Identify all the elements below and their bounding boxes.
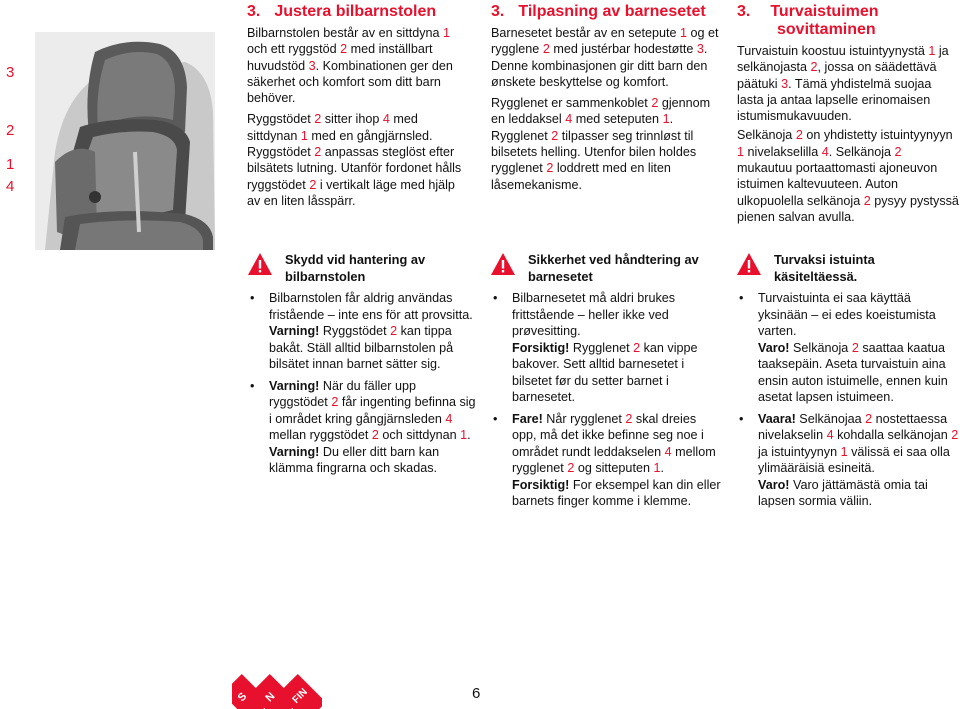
list-item: • Fare! Når rygglenet 2 skal dreies opp, må det ikke befinne seg noe i området rundt leddakselen 4 mellom rygglenet 2 og sitteputen 1. Forsiktig! For eksempel kan din eller barnets finger komme i klemme. [493,411,721,508]
sv-paragraph-2: Ryggstödet 2 sitter ihop 4 med sittdynan 1 med en gångjärnsled. Ryggstödet 2 anpassas steglöst efter bilsätets lutning. Utanför fordonet hålls ryggstödet 2 i vertikalt läge med hjälp av en liten låsspärr. [247,112,462,208]
warning-fi [736,252,960,513]
fi-paragraph-2: Selkänoja 2 on yhdistetty istuintyynyyn 1 nivelakselilla 4. Selkänoja 2 mukautuu portaattomasti ajoneuvon istuimen kaltevuuteen. Auton ulkopuolella selkänoja 2 pysyy pystyssä pienen salvan avulla. [737,128,959,224]
no-paragraph-2: Rygglenet er sammenkoblet 2 gjennom en leddaksel 4 med seteputen 1. Rygglenet 2 tilpasser seg trinnløst til bilsetets helling. Utenfor bilen holdes rygglenet 2 loddrett med en liten låsemekanisme. [491,96,711,192]
svg-text:N: N [263,690,278,705]
svg-text:FIN: FIN [290,686,310,706]
warning-no [490,252,722,513]
section-swedish [247,3,462,212]
warning-triangle-icon [247,252,273,276]
warning-title-sv: Skydd vid hantering av bilbarnstolen [285,252,426,284]
list-item: • Vaara! Selkänojaa 2 nostettaessa nivelakselin 4 kohdalla selkänojan 2 ja istuintyynyn 1 välissä ei saa olla ylimääräisiä esineitä. Varo! Varo jättämästä omia tai lapsen sormia väliin. [739,411,959,508]
callout-3: 3 [6,64,15,81]
section-heading-sv: 3. Justera bilbarnstolen [247,3,437,20]
section-heading-no: 3. Tilpasning av barnesetet [491,3,706,20]
svg-text:S: S [235,690,250,705]
section-finnish [737,3,959,228]
warning-title-fi: Turvaksi istuinta käsiteltäessä. [774,252,875,284]
section-heading-fi: 3. Turvaistuimen sovittaminen [737,3,879,38]
page-number: 6 [472,685,481,702]
warning-title-no: Sikkerhet ved håndtering av barnesetet [528,252,699,284]
list-item: • Turvaistuinta ei saa käyttää yksinään – ei edes koeistumista varten. Varo! Selkänoja 2 saattaa kaatua taaksepäin. Aseta turvaistuin aina ensin auton istuimelle, ennen kuin asetat lapsen istuimeen. [739,291,948,404]
no-paragraph-1: Barnesetet består av en setepute 1 og et rygglene 2 med justérbar hodestøtte 3. Denne kombinasjonen gir ditt barn den ønskete beskyttelse og komfort. [491,26,719,89]
section-norwegian [491,3,721,196]
callout-2: 2 [6,122,15,139]
child-seat-photo [35,32,215,250]
list-item: • Bilbarnesetet må aldri brukes frittstående – heller ikke ved prøvesitting. Forsiktig! Rygglenet 2 kan vippe bakover. Sett alltid barnesetet i bilsetet før du setter barnet i barnesetet. [493,291,698,404]
language-tabs [232,668,322,709]
list-item: • Varning! När du fäller upp ryggstödet 2 får ingenting befinna sig i området kring gångjärnsleden 4 mellan ryggstödet 2 och sittdynan 1. Varning! Du eller ditt barn kan klämma fingrarna och skadas. [250,378,476,475]
callout-1: 1 [6,156,15,173]
sv-paragraph-1: Bilbarnstolen består av en sittdyna 1 och ett ryggstöd 2 med inställbart huvudstöd 3. Kombinationen ger den säkerhet och komfort som ditt barn behöver. [247,26,453,106]
warning-triangle-icon [736,252,762,276]
fi-paragraph-1: Turvaistuin koostuu istuintyynystä 1 ja selkänojasta 2, jossa on säädettävä päätuki 3. Tämä yhdistelmä suojaa lasta ja antaa lapselle erinomaisen istumismukavuuden. [737,44,949,124]
callout-4: 4 [6,178,15,195]
list-item: • Bilbarnstolen får aldrig användas fristående – inte ens för att provsitta. Varning! Ryggstödet 2 kan tippa bakåt. Ställ alltid bilbarnstolen på bilsätet innan barnet sätter sig. [250,291,473,371]
warning-sv [247,252,477,480]
warning-triangle-icon [490,252,516,276]
